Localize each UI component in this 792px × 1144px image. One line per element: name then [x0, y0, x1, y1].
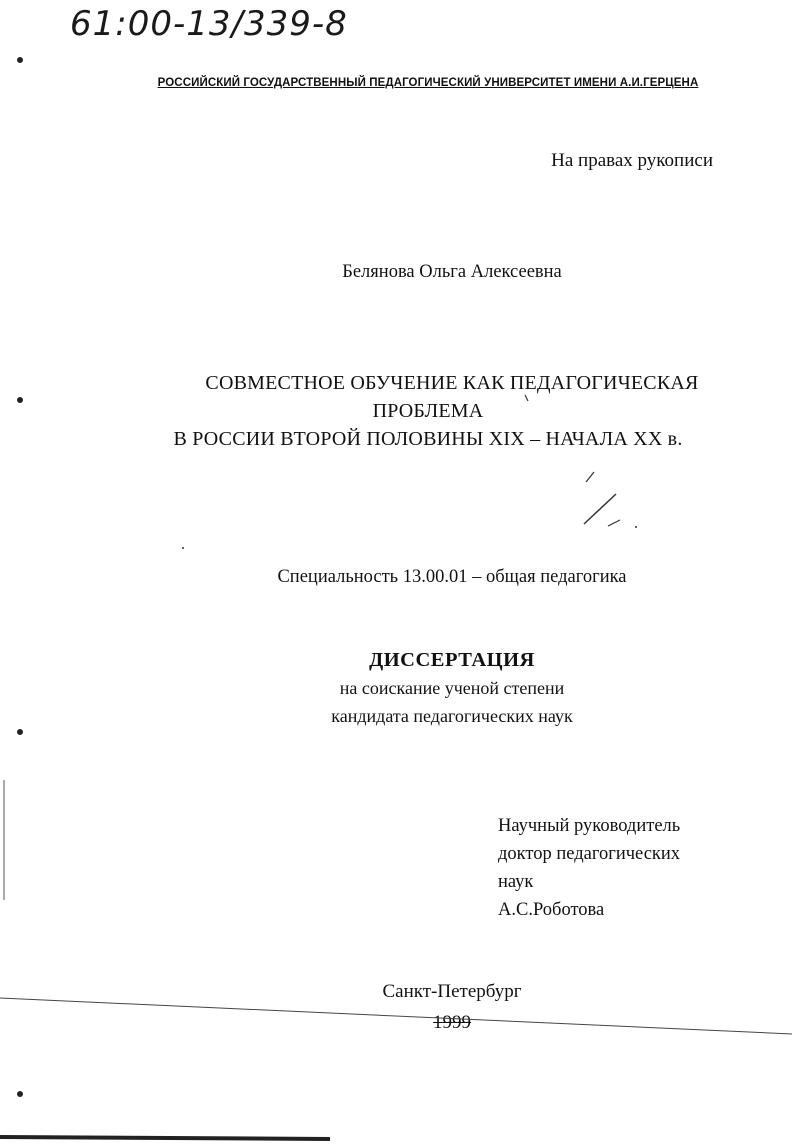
speck-1 [635, 526, 637, 528]
punch-dot-3 [17, 729, 23, 735]
title-line-1: СОВМЕСТНОЕ ОБУЧЕНИЕ КАК ПЕДАГОГИЧЕСКАЯ [205, 372, 699, 394]
scan-line-top [0, 998, 792, 1034]
city: Санкт-Петербург [382, 981, 522, 1002]
title-line-3: В РОССИИ ВТОРОЙ ПОЛОВИНЫ XIX – НАЧАЛА XX в. [173, 428, 683, 450]
punch-dot-2 [17, 397, 23, 403]
author-name: Белянова Ольга Алексеевна [342, 262, 562, 282]
supervisor-degree: доктор педагогических [498, 844, 681, 864]
degree-line-1: на соискание ученой степени [339, 678, 565, 698]
manuscript-rights: На правах рукописи [551, 150, 713, 171]
archive-number-handwritten: 61:00-13/339-8 [70, 4, 348, 44]
punch-dot-1 [17, 57, 23, 63]
university-name: РОССИЙСКИЙ ГОСУДАРСТВЕННЫЙ ПЕДАГОГИЧЕСКИЙ УНИВЕРСИТЕТ ИМЕНИ А.И.ГЕРЦЕНА [157, 77, 699, 89]
pen-mark-1 [584, 494, 616, 524]
specialty: Специальность 13.00.01 – общая педагогика [277, 567, 627, 587]
pen-mark-4 [525, 395, 528, 401]
pen-mark-3 [608, 520, 620, 526]
speck-2 [182, 547, 184, 549]
pen-mark-2 [586, 472, 594, 482]
title-line-2: ПРОБЛЕМА [372, 400, 484, 422]
year: 1999 [433, 1012, 471, 1033]
supervisor-degree-cont: наук [498, 872, 534, 892]
supervisor-name: А.С.Роботова [498, 900, 605, 920]
punch-dot-4 [17, 1091, 23, 1097]
degree-line-2: кандидата педагогических наук [331, 706, 573, 726]
supervisor-role: Научный руководитель [498, 816, 681, 836]
scan-line-bottom [0, 1137, 330, 1139]
dissertation-heading: ДИССЕРТАЦИЯ [369, 649, 535, 671]
